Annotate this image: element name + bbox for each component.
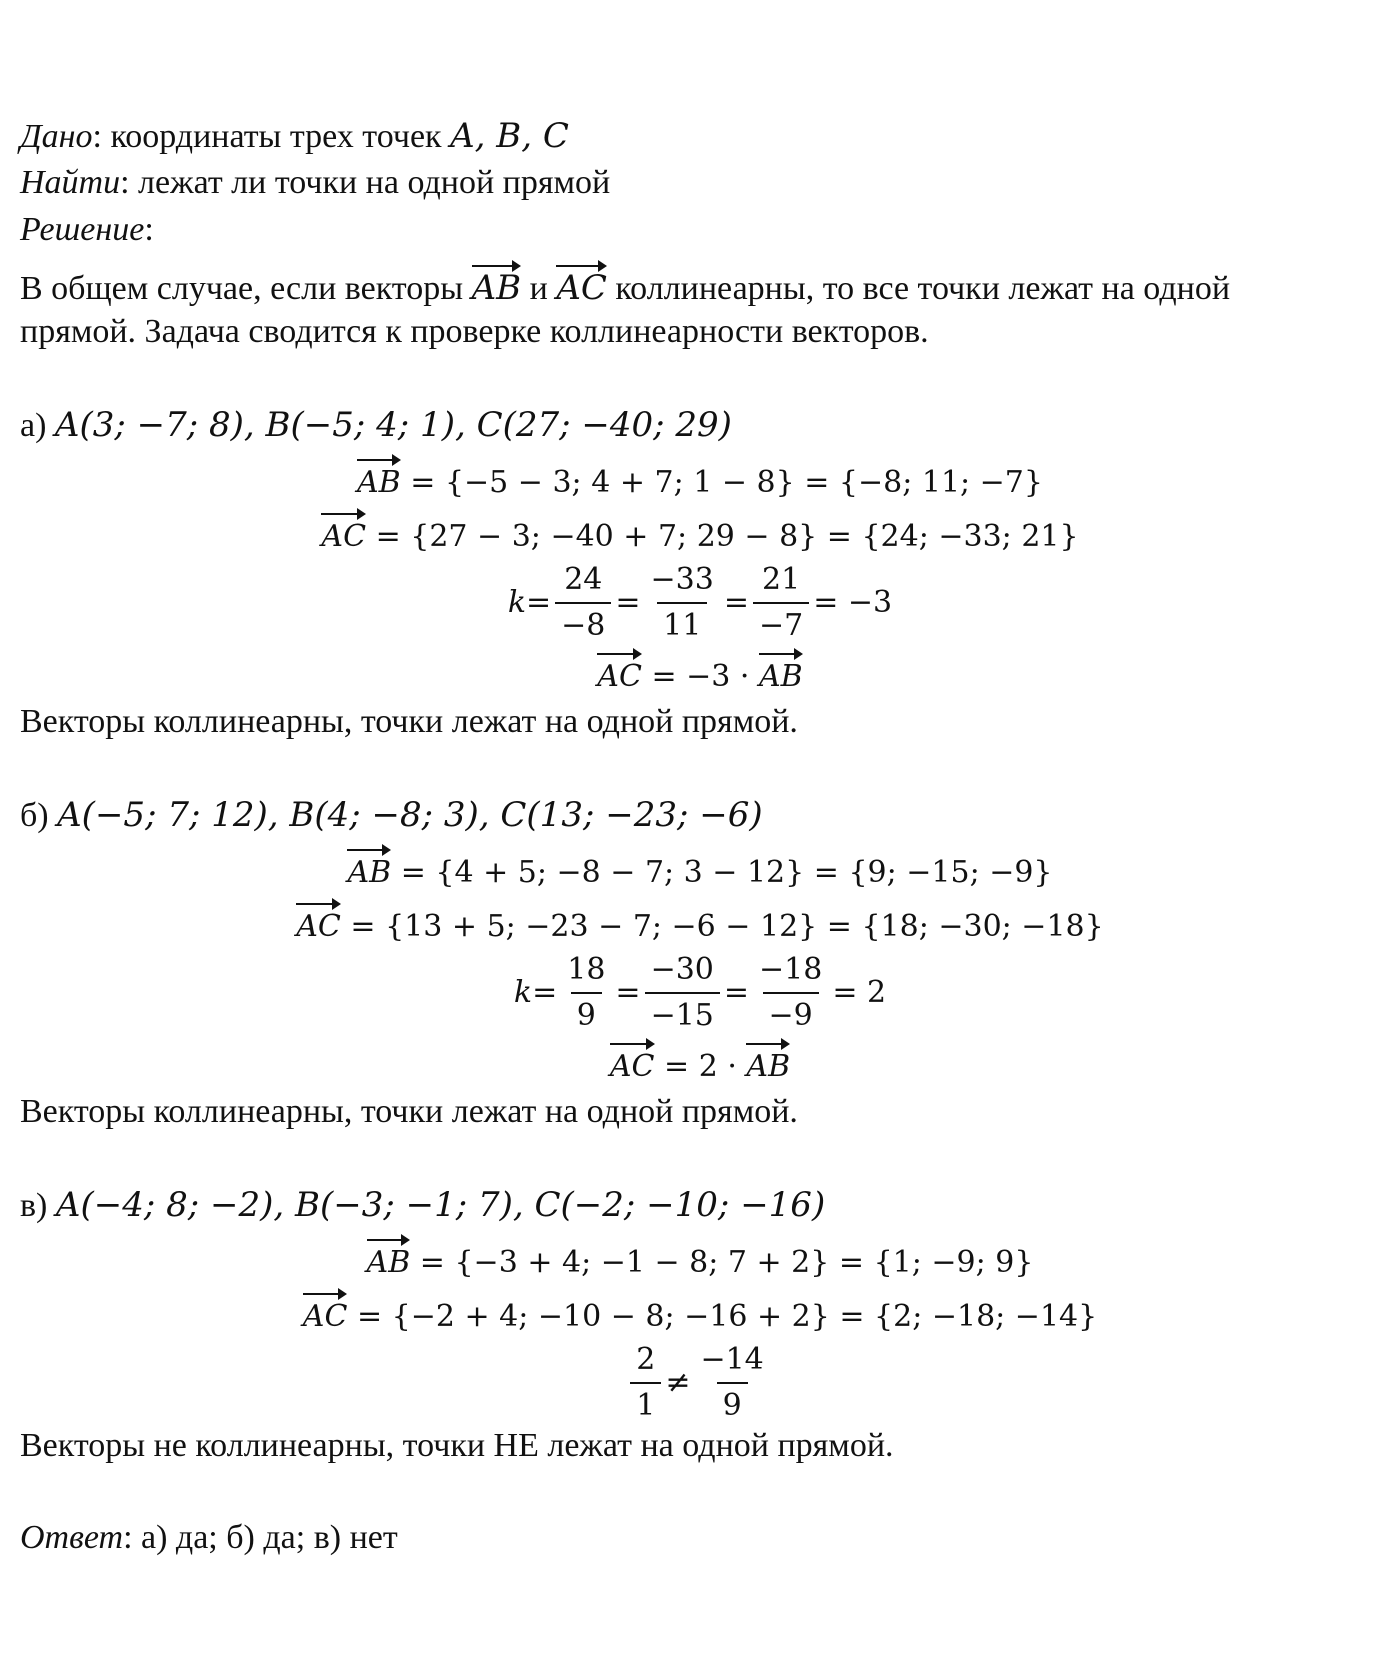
denominator: 11 [657, 602, 707, 648]
part-a-relation [0, 652, 1400, 698]
part-c-conclusion [20, 1426, 894, 1466]
numerator: −30 [650, 952, 714, 987]
fraction [561, 948, 611, 1038]
answer-text: : а) да; б) да; в) нет [123, 1519, 398, 1556]
part-b-ac-equation [0, 902, 1400, 948]
given-line [20, 116, 569, 157]
part-b-conclusion [20, 1092, 798, 1132]
general-text-2: коллинеарны, то все точки лежат на одной [606, 270, 1231, 307]
numerator: −33 [650, 562, 714, 597]
denominator: −9 [763, 992, 819, 1038]
part-a-conclusion [20, 702, 798, 742]
denominator: −7 [753, 602, 809, 648]
fraction [694, 1338, 769, 1428]
find-label: Найти [20, 164, 121, 201]
part-c-ab-value: = {−3 + 4; −1 − 8; 7 + 2} = {1; −9; 9} [410, 1245, 1034, 1280]
equals-sign: = [532, 975, 558, 1010]
fraction [645, 948, 720, 1038]
given-label: Дано [20, 118, 93, 155]
part-a-k-equation [0, 558, 1400, 648]
vector-ab: AB [367, 1238, 411, 1284]
part-c-points [20, 1185, 825, 1226]
equals-sign: = [615, 585, 641, 620]
equals-sign: = [723, 975, 750, 1010]
part-c-coordinates: A(−4; 8; −2), B(−3; −1; 7), C(−2; −10; −16) [55, 1185, 826, 1225]
part-c-ac-equation [0, 1292, 1400, 1338]
part-a-points [20, 405, 732, 446]
fraction [555, 558, 611, 648]
equals-sign: = [615, 975, 641, 1010]
solution-heading [20, 210, 154, 250]
answer-label: Ответ [20, 1519, 124, 1556]
k-result: = 2 [832, 975, 887, 1010]
solution-label: Решение [20, 211, 145, 248]
conclusion-text: Векторы коллинеарны, точки лежат на одной прямой. [20, 1093, 798, 1130]
vector-ab: AB [472, 264, 522, 308]
fraction [645, 558, 720, 648]
part-b-k-equation [0, 948, 1400, 1038]
denominator: 9 [717, 1382, 748, 1428]
part-b-ac-value: = {13 + 5; −23 − 7; −6 − 12} = {18; −30; −18} [340, 909, 1104, 944]
part-b-relation [0, 1042, 1400, 1088]
part-a-ab-value: = {−5 − 3; 4 + 7; 1 − 8} = {−8; 11; −7} [400, 465, 1043, 500]
vector-ac: AC [321, 512, 366, 558]
part-b-coordinates: A(−5; 7; 12), B(4; −8; 3), C(13; −23; −6) [57, 795, 763, 835]
part-a-label: а) [20, 407, 55, 444]
part-c-ab-equation [0, 1238, 1400, 1284]
vector-ab: AB [759, 652, 803, 698]
equals-sign: = [526, 585, 552, 620]
k-symbol: k [507, 585, 527, 620]
numerator: −18 [759, 952, 823, 987]
fraction [753, 558, 809, 648]
part-a-coordinates: A(3; −7; 8), B(−5; 4; 1), C(27; −40; 29) [54, 405, 732, 445]
numerator: 21 [762, 562, 801, 597]
part-b-label: б) [20, 797, 58, 834]
general-and: и [521, 270, 557, 307]
denominator: 9 [571, 992, 602, 1038]
find-line [20, 163, 610, 203]
part-b-ab-equation [0, 848, 1400, 894]
part-c-ac-value: = {−2 + 4; −10 − 8; −16 + 2} = {2; −18; −14} [347, 1299, 1098, 1334]
numerator: −14 [700, 1342, 764, 1377]
find-text: : лежат ли точки на одной прямой [120, 164, 611, 201]
answer-line [20, 1518, 398, 1558]
denominator: −15 [645, 992, 720, 1038]
vector-ac: AC [556, 264, 607, 308]
general-text-3: прямой. Задача сводится к проверке коллинеарности векторов. [20, 313, 929, 350]
given-points: A, B, C [450, 116, 569, 156]
relation-text: = 2 · [654, 1049, 747, 1084]
general-text-1: В общем случае, если векторы [20, 270, 472, 307]
numerator: 2 [636, 1342, 656, 1377]
given-text: : координаты трех точек [92, 118, 451, 155]
part-c-ratio-check [0, 1338, 1400, 1428]
k-symbol: k [513, 975, 533, 1010]
vector-ac: AC [610, 1042, 655, 1088]
numerator: 24 [564, 562, 603, 597]
part-b-points [20, 795, 763, 836]
numerator: 18 [567, 952, 606, 987]
vector-ac: AC [296, 902, 341, 948]
vector-ac: AC [597, 652, 642, 698]
vector-ab: AB [746, 1042, 790, 1088]
vector-ab: AB [347, 848, 391, 894]
solution-colon: : [144, 211, 154, 248]
part-a-ac-value: = {27 − 3; −40 + 7; 29 − 8} = {24; −33; 21} [366, 519, 1079, 554]
k-result: = −3 [813, 585, 893, 620]
fraction [630, 1338, 661, 1428]
vector-ac: AC [303, 1292, 348, 1338]
general-case-line-2 [20, 312, 929, 352]
part-b-ab-value: = {4 + 5; −8 − 7; 3 − 12} = {9; −15; −9} [391, 855, 1053, 890]
part-a-ac-equation [0, 512, 1400, 558]
relation-text: = −3 · [641, 659, 759, 694]
denominator: −8 [555, 602, 611, 648]
part-a-ab-equation [0, 458, 1400, 504]
fraction [753, 948, 828, 1038]
part-c-label: в) [20, 1187, 56, 1224]
denominator: 1 [630, 1382, 661, 1428]
conclusion-text: Векторы не коллинеарны, точки НЕ лежат на одной прямой. [20, 1427, 894, 1464]
equals-sign: = [723, 585, 749, 620]
conclusion-text: Векторы коллинеарны, точки лежат на одной прямой. [20, 703, 798, 740]
general-case-line-1 [20, 264, 1230, 309]
not-equal-sign: ≠ [665, 1365, 691, 1400]
vector-ab: AB [357, 458, 401, 504]
